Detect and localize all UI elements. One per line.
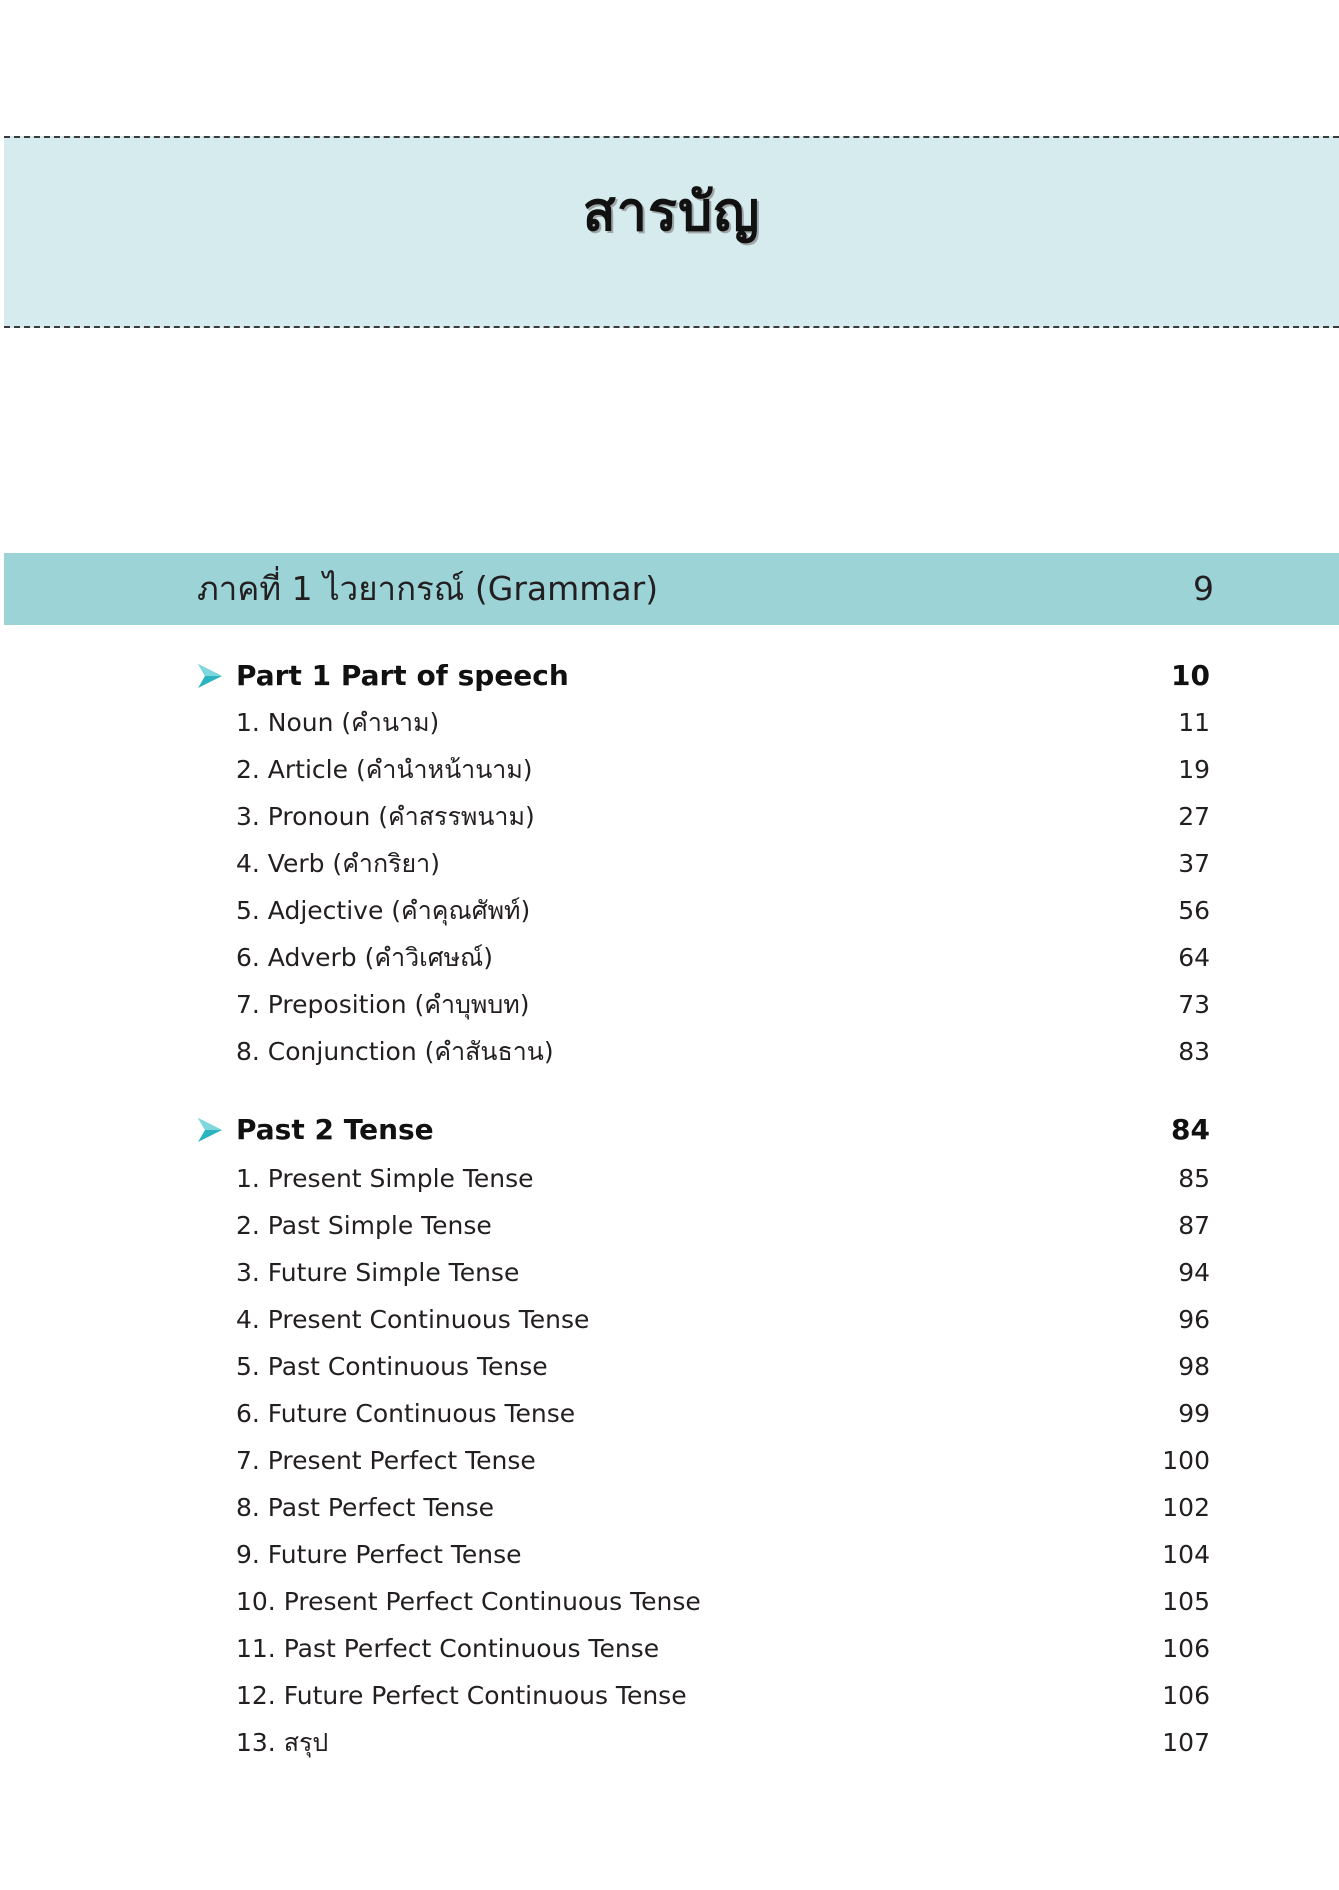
entry-page-number: 102 xyxy=(1162,1493,1210,1522)
toc-entry[interactable] xyxy=(0,938,1339,978)
entry-page-number: 94 xyxy=(1178,1258,1210,1287)
toc-entry[interactable] xyxy=(0,1394,1339,1434)
entry-page-number: 37 xyxy=(1178,849,1210,878)
entry-label: 12. Future Perfect Continuous Tense xyxy=(236,1681,687,1710)
section-label: Past 2 Tense xyxy=(236,1113,434,1146)
toc-entry[interactable] xyxy=(0,1206,1339,1246)
section-page-number: 10 xyxy=(1171,659,1210,692)
entry-label: 2. Article (คำนำหน้านาม) xyxy=(236,755,533,784)
toc-entry[interactable] xyxy=(0,1582,1339,1622)
toc-entry[interactable] xyxy=(0,1032,1339,1072)
entry-page-number: 106 xyxy=(1162,1634,1210,1663)
toc-entry[interactable] xyxy=(0,1300,1339,1340)
entry-page-number: 100 xyxy=(1162,1446,1210,1475)
entry-label: 8. Conjunction (คำสันธาน) xyxy=(236,1037,554,1066)
toc-entry[interactable] xyxy=(0,844,1339,884)
entry-page-number: 98 xyxy=(1178,1352,1210,1381)
entry-page-number: 96 xyxy=(1178,1305,1210,1334)
entry-page-number: 11 xyxy=(1178,708,1210,737)
entry-label: 6. Adverb (คำวิเศษณ์) xyxy=(236,943,493,972)
entry-label: 11. Past Perfect Continuous Tense xyxy=(236,1634,660,1663)
toc-entry[interactable] xyxy=(0,1159,1339,1199)
entry-label: 9. Future Perfect Tense xyxy=(236,1540,522,1569)
part-title: ภาคที่ 1 ไวยากรณ์ (Grammar) xyxy=(197,569,659,608)
entry-page-number: 85 xyxy=(1178,1164,1210,1193)
toc-entry[interactable] xyxy=(0,797,1339,837)
toc-entry[interactable] xyxy=(0,1253,1339,1293)
entry-page-number: 83 xyxy=(1178,1037,1210,1066)
entry-label: 4. Verb (คำกริยา) xyxy=(236,849,440,878)
arrow-icon xyxy=(196,662,224,690)
section-label: Part 1 Part of speech xyxy=(236,659,569,692)
toc-entry[interactable] xyxy=(0,1629,1339,1669)
part-header xyxy=(4,553,1339,625)
toc-entry[interactable] xyxy=(0,1723,1339,1763)
entry-label: 8. Past Perfect Tense xyxy=(236,1493,495,1522)
entry-label: 2. Past Simple Tense xyxy=(236,1211,492,1240)
toc-entry[interactable] xyxy=(0,1488,1339,1528)
entry-label: 10. Present Perfect Continuous Tense xyxy=(236,1587,701,1616)
entry-page-number: 105 xyxy=(1162,1587,1210,1616)
entry-page-number: 73 xyxy=(1178,990,1210,1019)
entry-page-number: 56 xyxy=(1178,896,1210,925)
toc-entry[interactable] xyxy=(0,750,1339,790)
entry-page-number: 64 xyxy=(1178,943,1210,972)
entry-page-number: 107 xyxy=(1162,1728,1210,1757)
toc-entry[interactable] xyxy=(0,1441,1339,1481)
toc-entry[interactable] xyxy=(0,1676,1339,1716)
toc-entry[interactable] xyxy=(0,1347,1339,1387)
entry-label: 1. Noun (คำนาม) xyxy=(236,708,440,737)
entry-page-number: 19 xyxy=(1178,755,1210,784)
arrow-icon xyxy=(196,1116,224,1144)
part-page-number: 9 xyxy=(1193,569,1214,608)
entry-label: 3. Pronoun (คำสรรพนาม) xyxy=(236,802,535,831)
entry-page-number: 106 xyxy=(1162,1681,1210,1710)
entry-label: 5. Past Continuous Tense xyxy=(236,1352,548,1381)
entry-label: 13. สรุป xyxy=(236,1728,329,1757)
toc-entry[interactable] xyxy=(0,985,1339,1025)
entry-label: 7. Preposition (คำบุพบท) xyxy=(236,990,530,1019)
entry-label: 5. Adjective (คำคุณศัพท์) xyxy=(236,896,531,925)
entry-page-number: 27 xyxy=(1178,802,1210,831)
title-band xyxy=(4,136,1339,328)
entry-page-number: 99 xyxy=(1178,1399,1210,1428)
entry-label: 1. Present Simple Tense xyxy=(236,1164,534,1193)
section-heading xyxy=(0,656,1339,696)
toc-entry[interactable] xyxy=(0,891,1339,931)
toc-entry[interactable] xyxy=(0,703,1339,743)
entry-label: 7. Present Perfect Tense xyxy=(236,1446,536,1475)
page-title: สารบัญ xyxy=(582,180,761,243)
toc-entry[interactable] xyxy=(0,1535,1339,1575)
entry-page-number: 87 xyxy=(1178,1211,1210,1240)
section-heading xyxy=(0,1110,1339,1150)
entry-page-number: 104 xyxy=(1162,1540,1210,1569)
entry-label: 3. Future Simple Tense xyxy=(236,1258,520,1287)
entry-label: 4. Present Continuous Tense xyxy=(236,1305,590,1334)
section-page-number: 84 xyxy=(1171,1113,1210,1146)
entry-label: 6. Future Continuous Tense xyxy=(236,1399,576,1428)
